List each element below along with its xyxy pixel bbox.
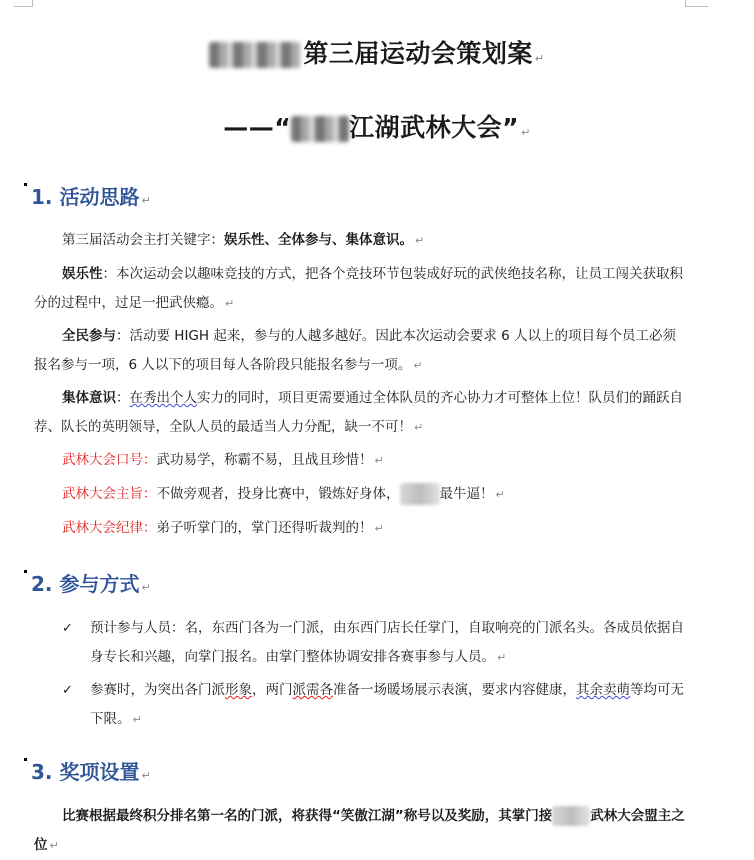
section-title: 活动思路 [59,185,140,209]
slogan-text: 武功易学，称霸不易，且战且珍惜！ [156,452,373,468]
redacted-text [400,483,440,505]
rules-text: 弟子听掌门的，掌门还得听裁判的！ [156,520,373,536]
section-heading-2 [24,568,151,597]
heading-bullet-icon [24,183,27,186]
paragraph-mark: ↵ [414,421,424,434]
list-item-participants [62,614,688,672]
intro-text: 第三届活动会主打关键字： [62,232,224,248]
paragraph-text: ：活动要 HIGH 起来，参与的人越多越好。因此本次运动会要求 6 人以上的项目每个员工必须报名参与一项，6 人以下的项目每人各阶段只能报名参与一项。 [34,328,676,373]
section-heading-3 [24,756,151,785]
page-corner-mark-right [685,0,708,7]
paragraph-mark: ↵ [374,454,384,467]
paragraph-slogan [34,446,688,475]
title-line1: 第三届运动会策划案 [303,39,533,68]
rules-label: 武林大会纪律： [62,520,157,536]
list-item-text: 等均可无下限。 [90,682,684,727]
list-item-text: 参赛时，为突出各门派 [90,682,225,698]
paragraph-label: 集体意识 [62,390,116,406]
paragraph-mark: ↵ [521,126,531,139]
list-item-text: ，两门 [252,682,293,698]
aim-label: 武林大会主旨： [62,486,157,502]
section-number: 3. [31,760,53,784]
paragraph-mark: ↵ [415,234,425,247]
paragraph-text: ：本次运动会以趣味竞技的方式，把各个竞技环节包装成好玩的武侠绝技名称，让员工闯关获取积分的过程中，过足一把武侠瘾。 [34,266,683,311]
redacted-text [291,116,349,142]
paragraph-mark: ↵ [225,297,235,310]
grammar-flag-text: 在秀出个人 [129,390,197,406]
list-item-text: 预计参与人员：名，东西门各为一门派，由东西门店长任掌门，自取响亮的门派名头。各成员依据自身专长和兴趣，向掌门报名。由掌门整体协调安排各赛事参与人员。 [90,620,684,665]
page-corner-mark-left [14,0,33,7]
subtitle-main: 江湖武林大会” [349,113,520,142]
paragraph-mark: ↵ [49,839,59,852]
section-title: 参与方式 [59,572,140,596]
paragraph-mark: ↵ [497,651,507,664]
section-heading-1 [24,181,151,210]
paragraph-mark: ↵ [413,359,423,372]
paragraph-label: 娱乐性 [62,266,103,282]
paragraph-text: 实力的同时，项目更需要通过全体队员的齐心协力才可整体上位！队员们的踊跃自荐、队长的英明领导，全队人员的最适当人力分配，缺一不可！ [34,390,683,435]
heading-bullet-icon [24,758,27,761]
list-item-text: 准备一场暖场展示表演，要求内容健康， [333,682,576,698]
document-subtitle [0,108,754,144]
paragraph-entertainment [34,260,688,318]
checkmark-icon: ✓ [62,683,73,698]
awards-text: 比赛根据最终积分排名第一名的门派，将获得“笑傲江湖”称号以及奖励，其掌门接 [62,808,553,824]
aim-text: 不做旁观者，投身比赛中，锻炼好身体， [156,486,400,502]
paragraph-mark: ↵ [374,522,384,535]
section-number: 2. [31,572,53,596]
paragraph-rules [34,514,688,543]
heading-bullet-icon [24,570,27,573]
spelling-flag-text: 派需各 [292,682,333,698]
awards-text-end: 武林大会盟主之位 [34,808,685,853]
aim-text-end: 最牛逼！ [439,486,494,502]
paragraph-participation [34,322,688,380]
paragraph-mark: ↵ [141,769,151,782]
spelling-flag-text: 形象 [225,682,252,698]
document-title [0,34,754,70]
paragraph-colon: ： [116,390,130,406]
paragraph-awards [34,802,688,860]
redacted-text [209,42,301,68]
paragraph-intro [34,226,688,255]
intro-keywords: 娱乐性、全体参与、集体意识。 [224,232,413,248]
paragraph-mark: ↵ [495,488,505,501]
section-title: 奖项设置 [59,760,140,784]
redacted-text [552,806,590,826]
list-item-performance [62,676,688,734]
paragraph-mark: ↵ [132,713,142,726]
subtitle-prefix: ——“ [223,113,292,142]
grammar-flag-text: 其余卖萌 [576,682,630,698]
paragraph-mark: ↵ [534,52,545,65]
paragraph-collective [34,384,688,442]
paragraph-mark: ↵ [141,194,151,207]
paragraph-label: 全民参与 [62,328,116,344]
paragraph-aim [34,480,688,509]
paragraph-mark: ↵ [141,581,151,594]
section-number: 1. [31,185,53,209]
checkmark-icon: ✓ [62,621,73,636]
slogan-label: 武林大会口号： [62,452,157,468]
